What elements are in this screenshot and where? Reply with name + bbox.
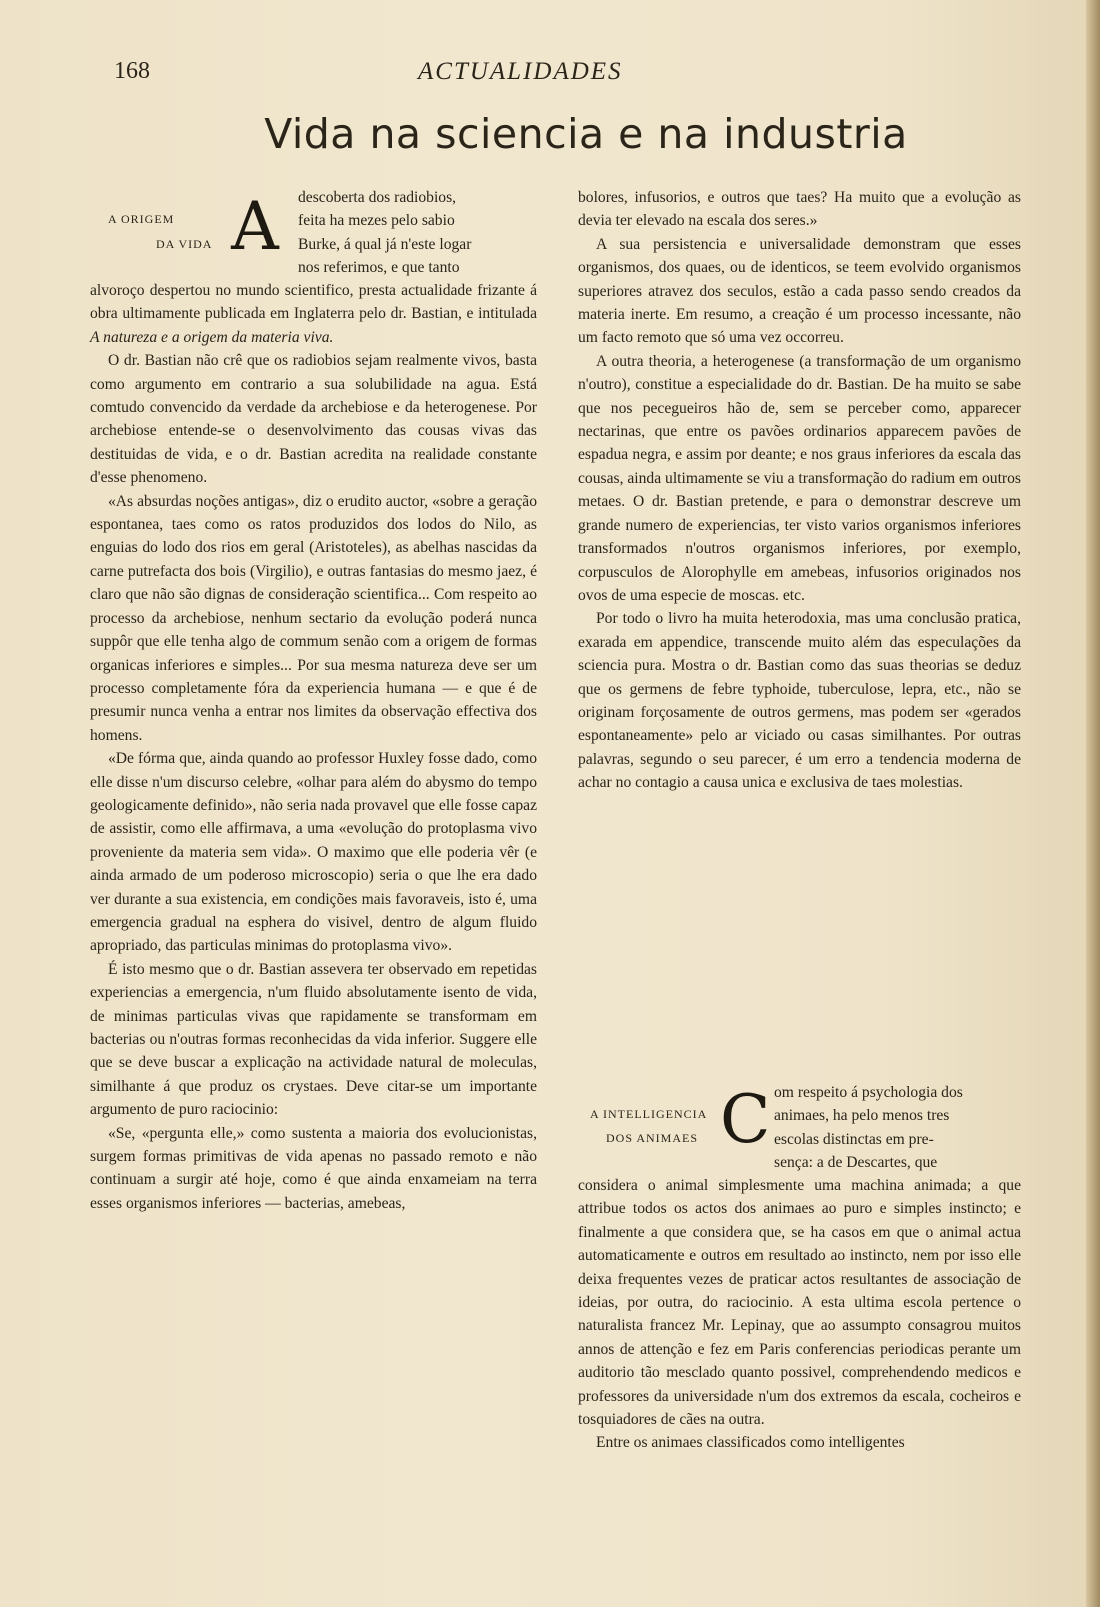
section-label-line2: DA VIDA — [156, 237, 213, 251]
lead-line: animaes, ha pelo menos tres — [774, 1107, 950, 1125]
paragraph: considera o animal simplesmente uma machina animada; a que attribue todos os actos dos animaes ao puro e simples instincto; e finalmente a que considera que, se ha casos em que o animal actua automaticamente e outros em resultado ao instincto, nem por isso elle deixa frequentes vezes de praticar actos resultantes de associação de ideias, por outra, do raciocinio. A esta ultima escola pertence o naturalista francez Mr. Lepinay, que ao assumpto consagrou muitos annos de attenção e fez em Paris conferencias periodicas perante um auditorio tão mesclado quanto possivel, comprehendendo medicos e professores da universidade n'um dos extremos da escala, cocheiros e tosquiadores de cães na outra. — [578, 1177, 1021, 1429]
page-edge — [1086, 0, 1100, 1607]
paragraph: «De fórma que, ainda quando ao professor Huxley fosse dado, como elle disse n'um discurso celebre, «olhar para além do abysmo do tempo geologicamente definido», não seria nada provavel que elle fosse capaz de assistir, como elle affirmava, a uma «evolução do protoplasma vivo proveniente da materia sem vida». O maximo que elle poderia vêr (e ainda armado de um poderoso microscopio) seria o que lhe era dado ver durante a sua existencia, em condições mais favoraveis, isto é, uma emergencia gradual na esphera do visivel, dentro de algum fluido apropriado, das particulas minimas do protoplasma vivo». — [90, 750, 537, 955]
lead-lines — [298, 186, 537, 280]
paragraph: O dr. Bastian não crê que os radiobios sejam realmente vivos, basta como argumento em contrario a sua solubilidade na agua. Está comtudo convencido da verdade da archebiose e da heterogenese. Por archebiose entende-se o desenvolvimento das cousas vivas das destituidas de vida, e o dr. Bastian acredita na realidade constante d'esse phenomeno. — [90, 352, 537, 487]
section-intelligencia — [578, 1081, 1021, 1455]
paragraph: «As absurdas noções antigas», diz o erudito auctor, «sobre a geração espontanea, taes como os ratos produzidos dos lodos do Nilo, as enguias do lodo dos rios em geral (Aristoteles), as abelhas nascidas da carne putrefacta dos bois (Virgilio), e outras fantasias do mesmo jaez, é claro que não são dignas de consideração scientifica... Com respeito ao processo da archebiose, nenhum sectario da evolução poderá nunca suppôr que elle tenha algo de commum senão com a origem de formas organicas inferiores e simples... Por sua mesma natureza deve ser um processo completamente fóra da experiencia humana — e que é de presumir nunca venha a entrar nos limites da observação effectiva dos homens. — [90, 492, 537, 744]
lead-line: om respeito á psychologia dos — [774, 1084, 963, 1101]
lead-line: Burke, á qual já n'este logar — [298, 235, 472, 253]
paragraph: A sua persistencia e universalidade demonstram que esses organismos, dos quaes, ou de identicos, se teem evolvido organismos superiores atravez dos seculos, estão a cada passo sendo creados da materia inerte. Em resumo, a creação é um processo incessante, não um facto remoto que só uma vez occorreu. — [578, 235, 1021, 347]
lead-line: sença: a de Descartes, que — [774, 1154, 938, 1172]
book-title: A natureza e a origem da materia viva. — [90, 328, 334, 346]
dropcap-letter: C — [720, 1081, 771, 1158]
lead-line: feita ha mezes pelo sabio — [298, 212, 455, 230]
paragraph: É isto mesmo que o dr. Bastian assevera ter observado em repetidas experiencias a emergencia, n'um fluido absolutamente isento de vida, de minimas particulas vivas que rapidamente se transformam em bacterias ou n'outras formas reconhecidas da vida inferior. Suggere elle que se deve buscar a explicação na actividade natural de moleculas, similhante á que produz os crystaes. Deve citar-se um importante argumento de puro raciocinio: — [90, 960, 537, 1119]
running-head: ACTUALIDADES — [418, 58, 623, 85]
section-label-line2: DOS ANIMAES — [606, 1131, 699, 1145]
page-header — [0, 58, 1100, 94]
lead-line: escolas distinctas em pre- — [774, 1130, 934, 1148]
paragraph: «Se, «pergunta elle,» como sustenta a maioria dos evolucionistas, surgem formas primitivas de vida apenas no passado remoto e não continuam a surgir até hoje, como é que ainda enxameiam na terra esses organismos inferiores — bacterias, amebeas, — [90, 1124, 537, 1212]
paragraph: A outra theoria, a heterogenese (a transformação de um organismo n'outro), constitue a especialidade do dr. Bastian. De ha muito se sabe que nos pecegueiros hão de, sem se perceber como, apparecer nectarinas, que entre os pavões ordinarios apparecem pavões de espadua negra, e assim por deante; e nos graus inferiores da escala das cousas, ainda ultimamente se viu a transformação do radium em outros metaes. O dr. Bastian pretende, e para o demonstrar descreve um grande numero de experiencias, ter visto varios organismos inferiores transformados n'outros organismos inferiores, por exemplo, corpusculos de Alorophylle em amebeas, infusorios originados nos ovos de uma especie de moscas. etc. — [578, 352, 1021, 604]
left-column — [90, 186, 537, 1215]
lead-line: nos referimos, e que tanto — [298, 259, 460, 277]
lead-line: descoberta dos radiobios, — [298, 189, 457, 206]
section-head-intelligencia — [578, 1081, 1021, 1174]
right-column — [578, 186, 1021, 795]
paragraph: Entre os animaes classificados como intelligentes — [596, 1434, 905, 1452]
paragraph-text: alvoroço despertou no mundo scientifico, presta actualidade frizante á obra ultimamente publicada em Inglaterra pelo dr. Bastian, e intitulada — [90, 282, 537, 323]
section-head-origem — [90, 186, 537, 279]
paragraph — [90, 279, 537, 349]
paragraph: Por todo o livro ha muita heterodoxia, mas uma conclusão pratica, exarada em appendice, transcende muito além das especulações da sciencia pura. Mostra o dr. Bastian como das suas theorias se deduz que os germens de febre typhoide, tuberculose, lepra, etc., não se originam forçosamente de outros germens, mas podem ser «gerados espontaneamente» pelo ar viciado ou casas similhantes. Por outras palavras, segundo o seu parecer, é um erro a tendencia moderna de achar no contagio a causa unica e exclusiva de taes molestias. — [578, 610, 1021, 792]
paragraph: bolores, infusorios, e outros que taes? Ha muito que a evolução as devia ter elevado na escala dos seres.» — [578, 189, 1021, 230]
page-number: 168 — [114, 58, 150, 84]
section-label-line1: A ORIGEM — [108, 212, 175, 226]
article-title: Vida na sciencia e na industria — [264, 110, 908, 158]
dropcap-letter: A — [231, 188, 279, 265]
section-label-line1: A INTELLIGENCIA — [590, 1107, 708, 1121]
lead-lines — [774, 1081, 1021, 1175]
